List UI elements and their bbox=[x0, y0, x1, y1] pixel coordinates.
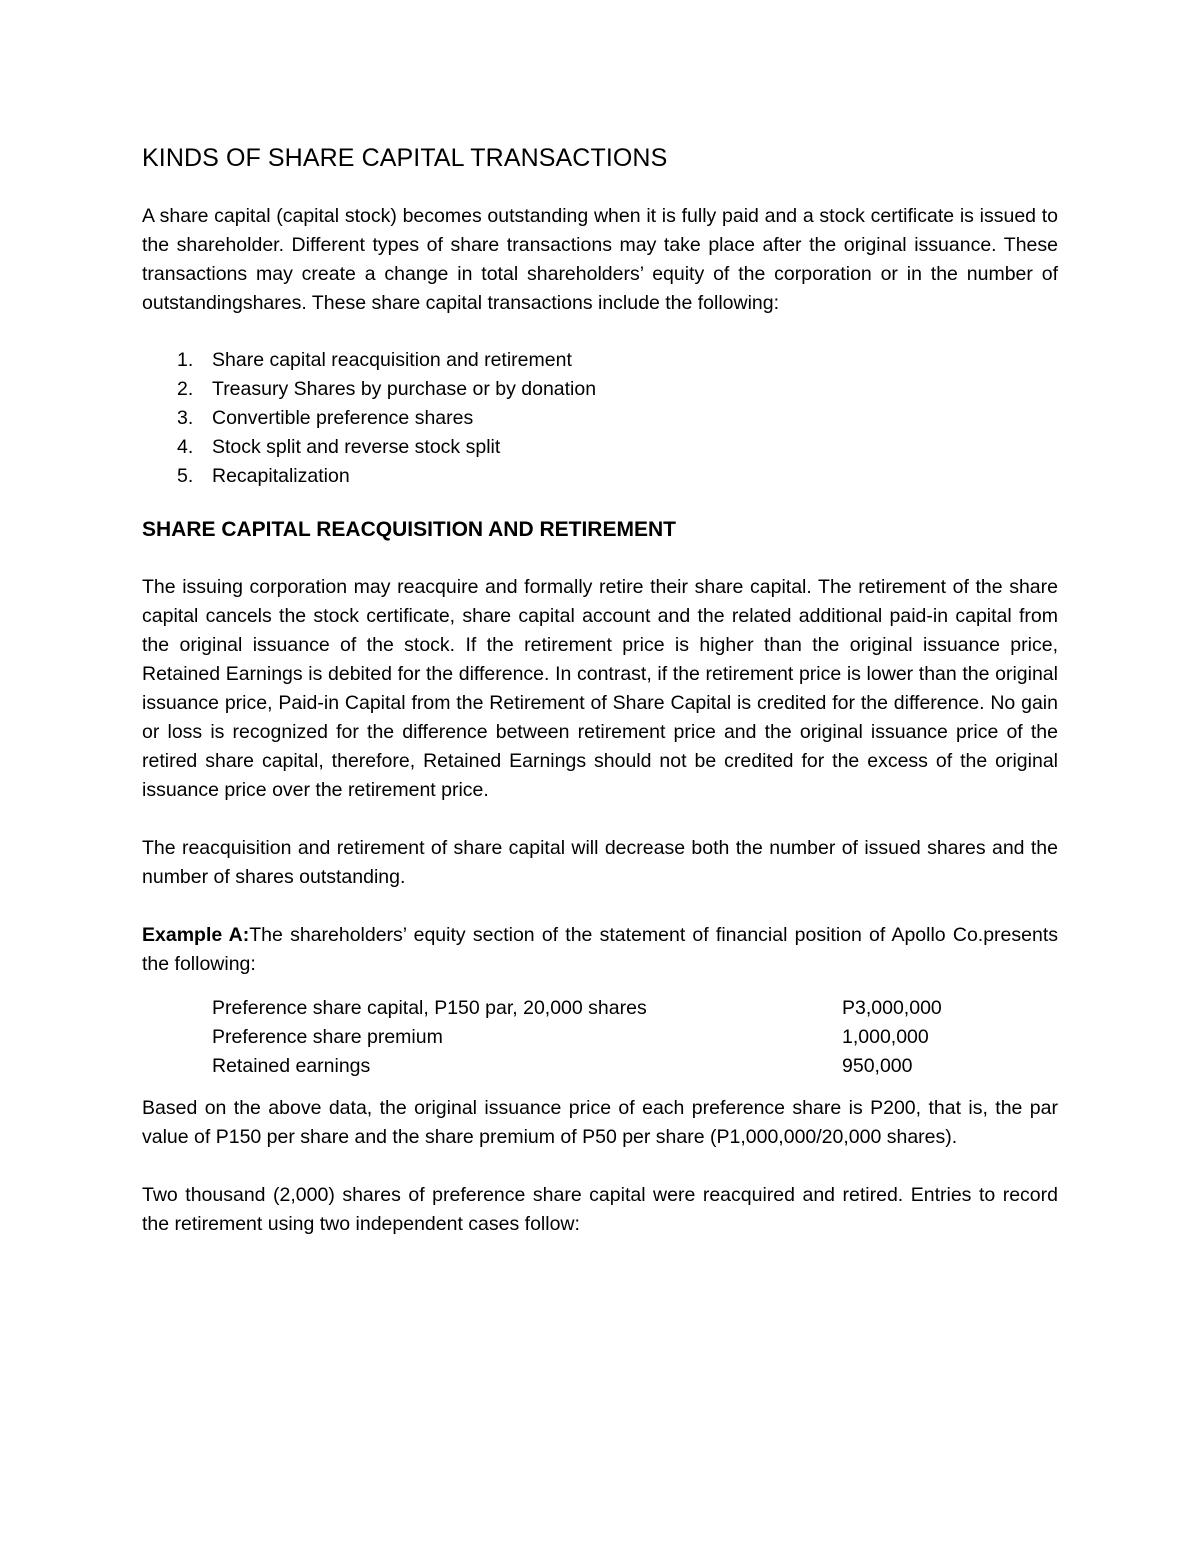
list-item-number: 1. bbox=[177, 349, 194, 371]
page-title: KINDS OF SHARE CAPITAL TRANSACTIONS bbox=[142, 144, 668, 172]
table-row bbox=[212, 1052, 972, 1081]
retirement-paragraph: The issuing corporation may reacquire and formally retire their share capital. The retirement of the share capital cancels the stock certificate, share capital account and the related additional paid-in capital from the original issuance of the stock. If the retirement price is higher than the original issuance price, Retained Earnings is debited for the difference. In contrast, if the retirement price is lower than the original issuance price, Paid-in Capital from the Retirement of Share Capital is credited for the difference. No gain or loss is recognized for the difference between retirement price and the original issuance price of the retired share capital, therefore, Retained Earnings should not be credited for the excess of the original issuance price over the retirement price. bbox=[142, 576, 1058, 801]
equity-label: Preference share capital, P150 par, 20,000 shares bbox=[212, 997, 647, 1019]
transactions-list bbox=[142, 346, 1058, 491]
list-item-text: Convertible preference shares bbox=[212, 407, 474, 429]
list-item-text: Share capital reacquisition and retirement bbox=[212, 349, 572, 371]
intro-paragraph: A share capital (capital stock) becomes outstanding when it is fully paid and a stock certificate is issued to the shareholder. Different types of share transactions may take place after the original issuance. These transactions may create a change in total shareholders’ equity of the corporation or in the number of outstandingshares. These share capital transactions include the following: bbox=[142, 205, 1058, 314]
based-paragraph: Based on the above data, the original issuance price of each preference share is P200, that is, the par value of P150 per share and the share premium of P50 per share (P1,000,000/20,000 shares). bbox=[142, 1097, 1058, 1148]
list-item-text: Recapitalization bbox=[212, 465, 350, 487]
document-page bbox=[142, 140, 1058, 1239]
equity-amount: 1,000,000 bbox=[842, 1026, 929, 1048]
list-item-text: Treasury Shares by purchase or by donation bbox=[212, 378, 597, 400]
list-item-number: 4. bbox=[177, 436, 194, 458]
list-item bbox=[142, 375, 1058, 404]
decrease-paragraph: The reacquisition and retirement of share capital will decrease both the number of issued shares and the number of shares outstanding. bbox=[142, 837, 1058, 888]
list-item-number: 2. bbox=[177, 378, 194, 400]
equity-label: Preference share premium bbox=[212, 1026, 443, 1048]
equity-amount: P3,000,000 bbox=[842, 997, 942, 1019]
equity-table bbox=[212, 994, 972, 1081]
list-item-number: 5. bbox=[177, 465, 194, 487]
table-row bbox=[212, 1023, 972, 1052]
equity-amount: 950,000 bbox=[842, 1055, 913, 1077]
example-text: The shareholders’ equity section of the statement of financial position of Apollo Co.presents the following: bbox=[142, 924, 1058, 975]
section-title: SHARE CAPITAL REACQUISITION AND RETIREMENT bbox=[142, 518, 676, 541]
example-paragraph bbox=[142, 921, 1058, 979]
list-item bbox=[142, 462, 1058, 491]
list-item bbox=[142, 346, 1058, 375]
list-item bbox=[142, 433, 1058, 462]
example-label: Example A: bbox=[142, 924, 250, 946]
list-item bbox=[142, 404, 1058, 433]
equity-label: Retained earnings bbox=[212, 1055, 371, 1077]
list-item-number: 3. bbox=[177, 407, 194, 429]
list-item-text: Stock split and reverse stock split bbox=[212, 436, 501, 458]
final-paragraph: Two thousand (2,000) shares of preference share capital were reacquired and retired. Entries to record the retirement using two independent cases follow: bbox=[142, 1184, 1058, 1235]
table-row bbox=[212, 994, 972, 1023]
